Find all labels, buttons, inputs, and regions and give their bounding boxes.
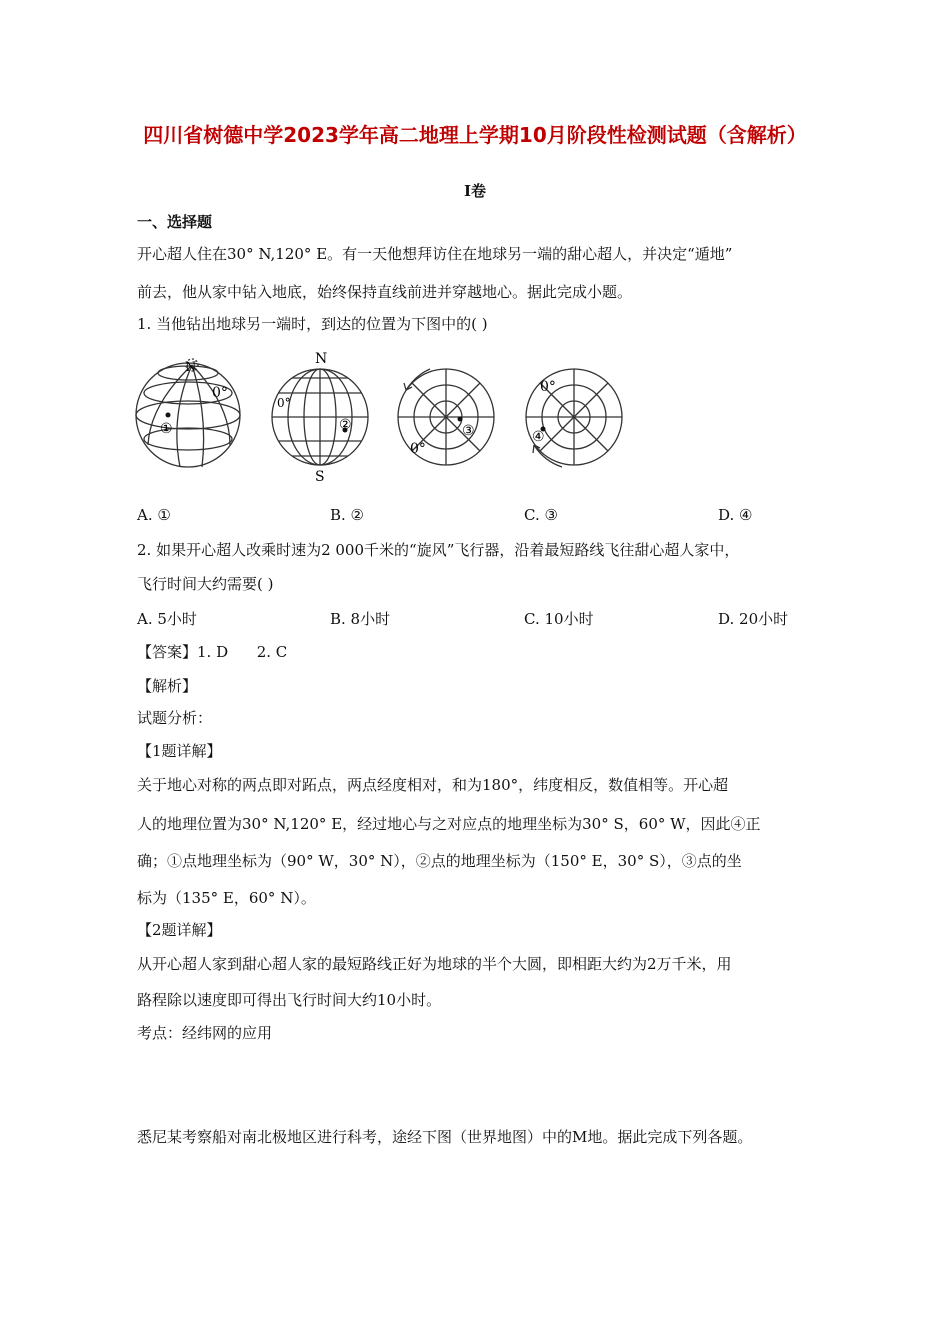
next-question-intro: 悉尼某考察船对南北极地区进行科考，途经下图（世界地图）中的M地。据此完成下列各题。 — [137, 1128, 753, 1146]
q2-option-c: C. 10小时 — [524, 610, 594, 628]
detail-2-label: 【2题详解】 — [137, 921, 222, 939]
globe-2 — [272, 369, 368, 465]
q1-option-a: A. ① — [137, 506, 171, 524]
globe-1-zero-label: 0° — [212, 385, 228, 401]
question-1: 1. 当他钻出地球另一端时，到达的位置为下图中的( ) — [137, 315, 488, 333]
detail-1-line-1: 关于地心对称的两点即对跖点，两点经度相对，和为180°，纬度相反，数值相等。开心超 — [137, 776, 729, 794]
intro-line-2: 前去，他从家中钻入地底，始终保持直线前进并穿越地心。据此完成小题。 — [137, 283, 633, 301]
q1-option-d: D. ④ — [718, 506, 753, 524]
question-2-line-1: 2. 如果开心超人改乘时速为2 000千米的“旋风”飞行器，沿着最短路线飞往甜心超人家中， — [137, 541, 740, 559]
globe-4-point-label: ④ — [532, 429, 545, 445]
globe-figures — [130, 345, 630, 485]
globe-3-point — [458, 417, 463, 422]
intro-line-1: 开心超人住在30° N,120° E。有一天他想拜访住在地球另一端的甜心超人，并决定“遁地” — [137, 245, 733, 263]
globe-1-n-label: N — [185, 360, 197, 375]
answer-line: 【答案】1. D 2. C — [137, 643, 288, 661]
question-2-line-2: 飞行时间大约需要( ) — [137, 575, 274, 593]
section-heading: 一、选择题 — [137, 213, 213, 231]
detail-2-line-2: 路程除以速度即可得出飞行时间大约10小时。 — [137, 991, 442, 1009]
globe-2-zero-label: 0° — [277, 396, 291, 410]
detail-1-label: 【1题详解】 — [137, 742, 222, 760]
kaodian-line: 考点：经纬网的应用 — [137, 1024, 273, 1042]
globe-1-point — [166, 413, 171, 418]
detail-1-line-2: 人的地理位置为30° N,120° E，经过地心与之对应点的地理坐标为30° S，60° W，因此④正 — [137, 815, 761, 833]
volume-label: I卷 — [463, 182, 487, 200]
q1-option-b: B. ② — [330, 506, 365, 524]
globe-2-point-label: ② — [339, 417, 352, 433]
globe-3-zero-label: 0° — [410, 441, 426, 457]
globe-2-n-label: N — [315, 351, 328, 367]
globe-1 — [136, 359, 240, 467]
analysis-intro: 试题分析： — [137, 709, 213, 727]
globe-2-s-label: S — [315, 469, 325, 485]
q2-option-b: B. 8小时 — [330, 610, 391, 628]
q2-option-a: A. 5小时 — [137, 610, 197, 628]
globe-1-point-label: ① — [160, 421, 173, 437]
globe-3-point-label: ③ — [462, 423, 475, 439]
globe-4-zero-label: 0° — [540, 379, 556, 395]
document-title: 四川省树德中学2023学年高二地理上学期10月阶段性检测试题（含解析） — [143, 123, 807, 147]
detail-1-line-3: 确；①点地理坐标为（90° W，30° N），②点的地理坐标为（150° E，30° S），③点的坐 — [137, 852, 742, 870]
q1-option-c: C. ③ — [524, 506, 558, 524]
analysis-label: 【解析】 — [137, 677, 198, 695]
detail-2-line-1: 从开心超人家到甜心超人家的最短路线正好为地球的半个大圆，即相距大约为2万千米，用 — [137, 955, 732, 973]
q2-option-d: D. 20小时 — [718, 610, 789, 628]
detail-1-line-4: 标为（135° E，60° N）。 — [137, 889, 316, 907]
